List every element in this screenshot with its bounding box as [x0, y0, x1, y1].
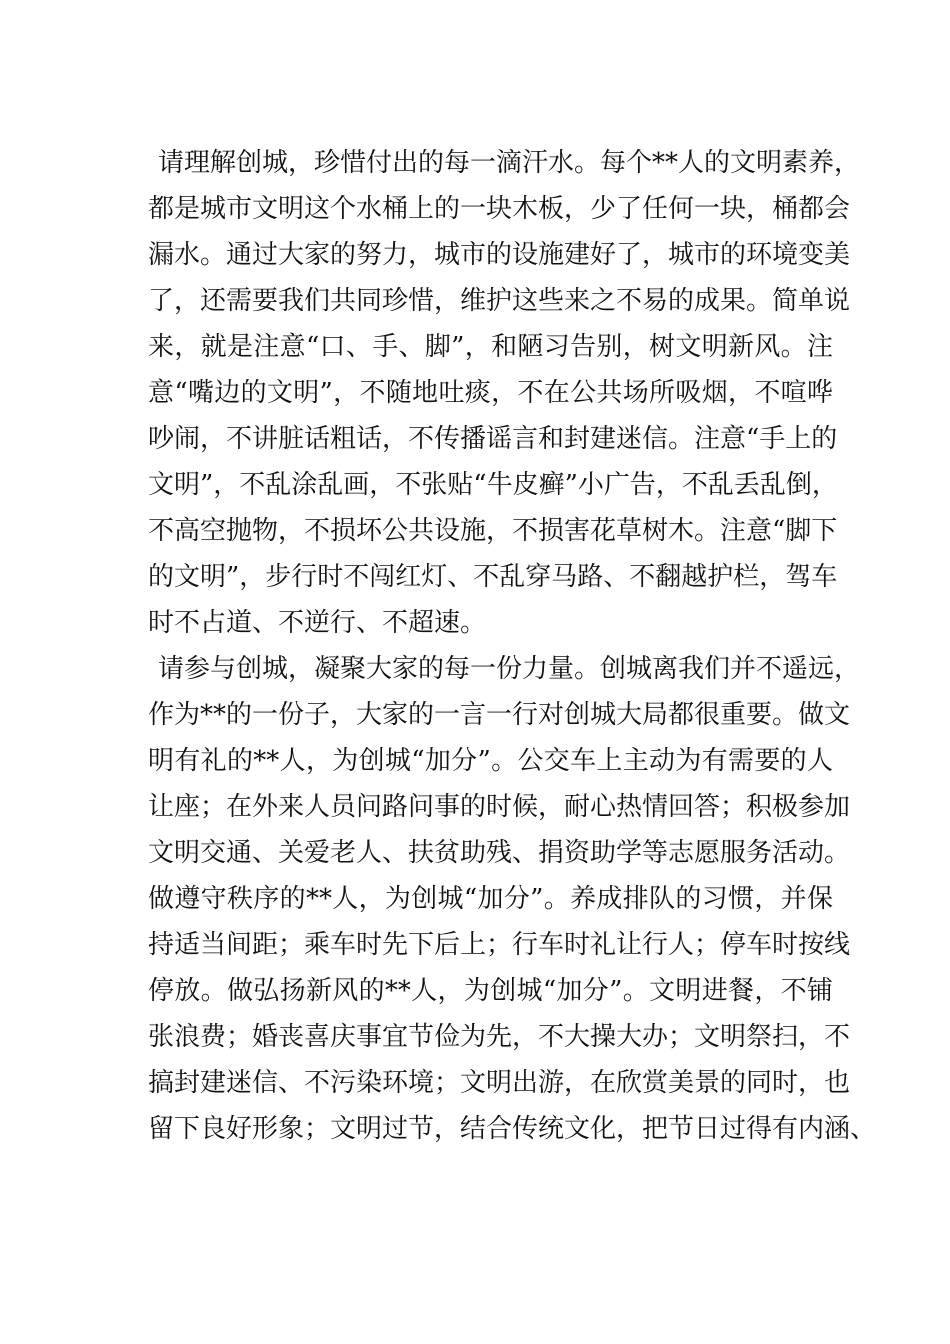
text-line: 停放。做弘扬新风的**人，为创城“加分”。文明进餐，不铺: [148, 976, 833, 1006]
text-line: 都是城市文明这个水桶上的一块木板，少了任何一块，桶都会: [148, 194, 851, 224]
text-line: 留下良好形象；文明过节，结合传统文化，把节日过得有内涵、: [148, 1114, 877, 1144]
text-line: 张浪费；婚丧喜庆事宜节俭为先，不大操大办；文明祭扫，不: [148, 1022, 851, 1052]
text-line: 明有礼的**人，为创城“加分”。公交车上主动为有需要的人: [148, 746, 833, 776]
text-line: 做遵守秩序的**人，为创城“加分”。养成排队的习惯，并保: [148, 884, 833, 914]
text-line: 作为**的一份子，大家的一言一行对创城大局都很重要。做文: [148, 700, 851, 730]
document-body: [148, 140, 877, 1152]
text-line: 来，就是注意“口、手、脚”，和陋习告别，树文明新风。注: [148, 332, 833, 362]
text-line: 文明”，不乱涂乱画，不张贴“牛皮癣”小广告，不乱丢乱倒，: [148, 470, 838, 500]
text-line: 持适当间距；乘车时先下后上；行车时礼让行人；停车时按线: [148, 930, 851, 960]
text-line: 请理解创城，珍惜付出的每一滴汗水。每个**人的文明素养，: [158, 148, 861, 178]
text-line: 的文明”，步行时不闯红灯、不乱穿马路、不翻越护栏，驾车: [148, 562, 838, 592]
text-line: 漏水。通过大家的努力，城市的设施建好了，城市的环境变美: [148, 240, 851, 270]
text-line: 请参与创城，凝聚大家的每一份力量。创城离我们并不遥远，: [158, 654, 861, 684]
text-line: 让座；在外来人员问路问事的时候，耐心热情回答；积极参加: [148, 792, 851, 822]
paragraph-1: [148, 140, 861, 646]
text-line: 搞封建迷信、不污染环境；文明出游，在欣赏美景的同时，也: [148, 1068, 851, 1098]
text-line: 了，还需要我们共同珍惜，维护这些来之不易的成果。简单说: [148, 286, 851, 316]
text-line: 时不占道、不逆行、不超速。: [148, 608, 487, 638]
paragraph-2: [148, 646, 877, 1152]
text-line: 吵闹，不讲脏话粗话，不传播谣言和封建迷信。注意“手上的: [148, 424, 838, 454]
text-line: 文明交通、关爱老人、扶贫助残、捐资助学等志愿服务活动。: [148, 838, 851, 868]
text-line: 不高空抛物，不损坏公共设施，不损害花草树木。注意“脚下: [148, 516, 838, 546]
text-line: 意“嘴边的文明”，不随地吐痰，不在公共场所吸烟，不喧哗: [148, 378, 833, 408]
